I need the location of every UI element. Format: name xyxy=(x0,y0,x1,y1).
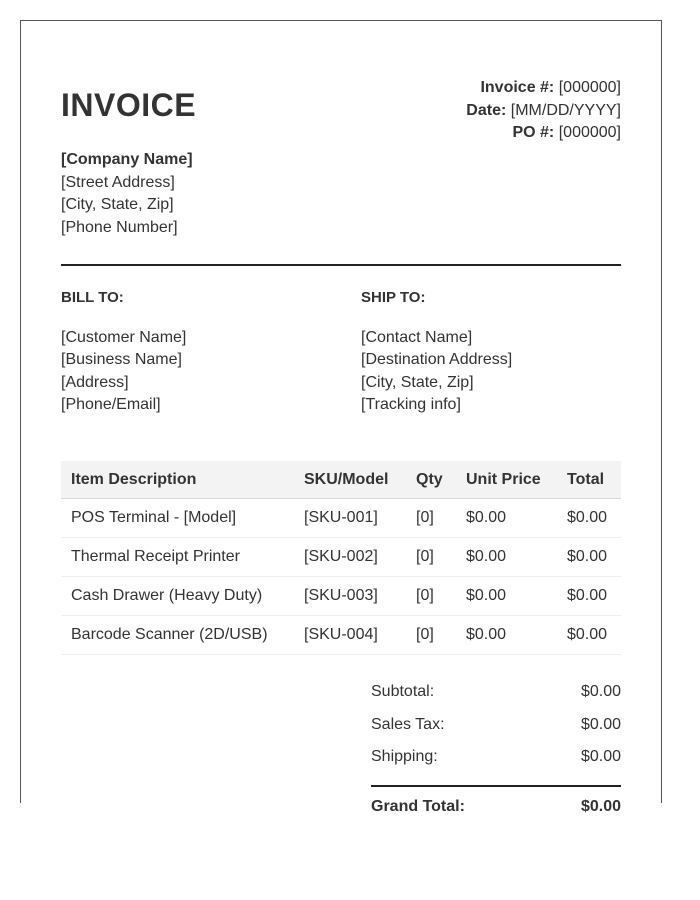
grand-total-value: $0.00 xyxy=(580,797,621,815)
item-qty: [0] xyxy=(406,499,456,538)
item-total: $0.00 xyxy=(557,499,621,538)
item-unit-price: $0.00 xyxy=(456,616,557,655)
invoice-number-line xyxy=(466,77,621,100)
item-description: POS Terminal - [Model] xyxy=(61,499,294,538)
subtotal-value: $0.00 xyxy=(580,683,621,700)
invoice-number-label: Invoice #: xyxy=(480,79,555,96)
invoice-title: INVOICE xyxy=(61,87,197,123)
bill-to-address: [Address] xyxy=(61,373,129,391)
item-description: Barcode Scanner (2D/USB) xyxy=(61,616,294,655)
company-name: [Company Name] xyxy=(61,151,193,168)
bill-to-heading: BILL TO: xyxy=(61,289,124,306)
po-number-line xyxy=(466,122,621,145)
column-header-qty: Qty xyxy=(406,461,456,499)
invoice-page xyxy=(20,20,662,815)
bill-to-section xyxy=(61,287,321,417)
invoice-number-value: [000000] xyxy=(558,79,621,96)
shipping-value: $0.00 xyxy=(580,748,621,765)
ship-to-city: [City, State, Zip] xyxy=(361,373,474,391)
table-row xyxy=(61,616,621,655)
subtotal-row xyxy=(371,676,621,709)
grand-total-label: Grand Total: xyxy=(371,797,465,815)
column-header-description: Item Description xyxy=(61,461,294,499)
column-header-sku: SKU/Model xyxy=(294,461,406,499)
item-qty: [0] xyxy=(406,577,456,616)
sales-tax-label: Sales Tax: xyxy=(371,715,445,733)
sales-tax-value: $0.00 xyxy=(580,715,621,733)
sales-tax-row xyxy=(371,709,621,742)
ship-to-contact-name: [Contact Name] xyxy=(361,328,473,346)
company-street: [Street Address] xyxy=(61,173,175,191)
table-row xyxy=(61,499,621,538)
bill-to-business-name: [Business Name] xyxy=(61,351,182,368)
invoice-meta xyxy=(466,77,621,145)
item-sku: [SKU-003] xyxy=(294,577,406,616)
po-number-label: PO #: xyxy=(512,124,555,141)
item-description: Cash Drawer (Heavy Duty) xyxy=(61,577,294,616)
item-unit-price: $0.00 xyxy=(456,499,557,538)
bill-to-customer-name: [Customer Name] xyxy=(61,328,187,346)
line-items-table xyxy=(61,461,621,655)
ship-to-section xyxy=(361,287,621,417)
company-info xyxy=(61,149,193,239)
item-total: $0.00 xyxy=(557,577,621,616)
invoice-date-label: Date: xyxy=(466,101,507,119)
ship-to-destination: [Destination Address] xyxy=(361,351,513,368)
item-unit-price: $0.00 xyxy=(456,538,557,577)
company-phone: [Phone Number] xyxy=(61,218,178,236)
grand-total-row xyxy=(371,787,621,824)
header-divider xyxy=(61,264,621,266)
column-header-unit-price: Unit Price xyxy=(456,461,557,499)
item-qty: [0] xyxy=(406,616,456,655)
table-row xyxy=(61,577,621,616)
ship-to-heading: SHIP TO: xyxy=(361,289,426,306)
invoice-date-line xyxy=(466,100,621,123)
company-city: [City, State, Zip] xyxy=(61,196,174,213)
item-sku: [SKU-002] xyxy=(294,538,406,577)
subtotal-label: Subtotal: xyxy=(371,683,435,700)
item-total: $0.00 xyxy=(557,616,621,655)
item-sku: [SKU-001] xyxy=(294,499,406,538)
invoice-content xyxy=(61,21,621,815)
item-sku: [SKU-004] xyxy=(294,616,406,655)
item-total: $0.00 xyxy=(557,538,621,577)
item-description: Thermal Receipt Printer xyxy=(61,538,294,577)
shipping-label: Shipping: xyxy=(371,748,438,765)
po-number-value: [000000] xyxy=(558,124,621,141)
totals-section xyxy=(371,676,621,823)
item-unit-price: $0.00 xyxy=(456,577,557,616)
column-header-total: Total xyxy=(557,461,621,499)
ship-to-tracking: [Tracking info] xyxy=(361,396,461,413)
shipping-row xyxy=(371,741,621,774)
table-row xyxy=(61,538,621,577)
item-qty: [0] xyxy=(406,538,456,577)
bill-to-contact: [Phone/Email] xyxy=(61,396,161,413)
table-header-row xyxy=(61,461,621,499)
invoice-date-value: [MM/DD/YYYY] xyxy=(510,101,621,119)
